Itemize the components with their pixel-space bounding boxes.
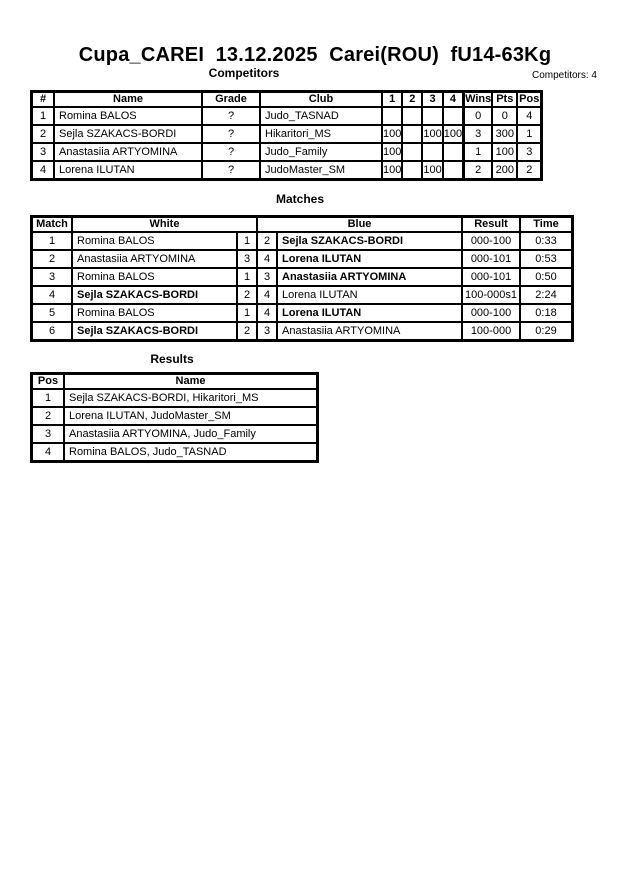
match-time: 0:50	[520, 268, 572, 286]
final-result-row	[32, 425, 317, 443]
col-header-result: Result	[462, 217, 520, 232]
results-section-title: Results	[150, 352, 194, 366]
score-vs-1	[382, 107, 402, 125]
competitor-pts: 100	[492, 143, 517, 161]
match-time: 0:33	[520, 232, 572, 250]
competitor-wins: 1	[463, 143, 492, 161]
match-result: 000-100	[462, 232, 520, 250]
score-vs-2	[402, 161, 422, 179]
match-row	[32, 250, 572, 268]
score-vs-4: 100	[443, 125, 463, 143]
competitor-pts: 300	[492, 125, 517, 143]
matches-section-title: Matches	[275, 192, 325, 206]
match-number: 5	[32, 304, 72, 322]
blue-competitor-number: 2	[257, 232, 277, 250]
competitors-table-body	[32, 107, 541, 179]
col-header-opp4: 4	[443, 92, 463, 107]
col-header-wins: Wins	[465, 93, 492, 106]
white-competitor-number: 3	[237, 250, 257, 268]
blue-competitor-number: 4	[257, 286, 277, 304]
col-header-club: Club	[260, 92, 382, 107]
competitor-wins: 0	[463, 107, 492, 125]
competitor-grade: ?	[202, 107, 260, 125]
col-header-number: #	[32, 92, 54, 107]
competitor-row	[32, 107, 541, 125]
match-time: 2:24	[520, 286, 572, 304]
matches-table-body	[32, 232, 572, 340]
page-title: Cupa_CAREI 13.12.2025 Carei(ROU) fU14-63Kg	[78, 44, 552, 66]
white-competitor-name: Romina BALOS	[72, 232, 237, 250]
competitor-number: 1	[32, 107, 54, 125]
score-vs-3	[422, 107, 442, 125]
competitor-grade: ?	[202, 161, 260, 179]
competitor-row	[32, 161, 541, 179]
blue-competitor-name: Anastasiia ARTYOMINA	[277, 322, 462, 340]
competitor-number: 4	[32, 161, 54, 179]
final-competitor-name: Romina BALOS, Judo_TASNAD	[64, 443, 317, 461]
competitor-row	[32, 125, 541, 143]
competitors-count: Competitors: 4	[531, 70, 597, 81]
match-number: 6	[32, 322, 72, 340]
white-competitor-name: Romina BALOS	[72, 304, 237, 322]
competitor-club: Judo_TASNAD	[260, 107, 382, 125]
competitor-pos: 3	[517, 143, 541, 161]
competitor-pts: 200	[492, 161, 517, 179]
competitor-pos: 4	[517, 107, 541, 125]
final-competitor-name: Sejla SZAKACS-BORDI, Hikaritori_MS	[64, 389, 317, 407]
final-competitor-name: Lorena ILUTAN, JudoMaster_SM	[64, 407, 317, 425]
blue-competitor-number: 4	[257, 250, 277, 268]
final-result-row	[32, 389, 317, 407]
final-position: 2	[32, 407, 64, 425]
competitor-pos: 2	[517, 161, 541, 179]
col-header-pos: Pos	[519, 93, 540, 106]
match-result: 100-000s1	[462, 286, 520, 304]
white-competitor-name: Sejla SZAKACS-BORDI	[72, 322, 237, 340]
competitor-club: Hikaritori_MS	[260, 125, 382, 143]
competitor-name: Lorena ILUTAN	[54, 161, 202, 179]
score-vs-1: 100	[382, 161, 402, 179]
col-header-opp1: 1	[382, 92, 402, 107]
competitor-club: Judo_Family	[260, 143, 382, 161]
competitor-name: Sejla SZAKACS-BORDI	[54, 125, 202, 143]
white-competitor-number: 1	[237, 268, 257, 286]
white-competitor-name: Sejla SZAKACS-BORDI	[72, 286, 237, 304]
col-header-time: Time	[520, 217, 572, 232]
match-time: 0:18	[520, 304, 572, 322]
score-vs-2	[402, 125, 422, 143]
match-number: 3	[32, 268, 72, 286]
results-table-body	[32, 389, 317, 461]
blue-competitor-number: 3	[257, 322, 277, 340]
match-row	[32, 286, 572, 304]
col-header-result-name: Name	[64, 374, 317, 389]
matches-table	[30, 215, 574, 342]
score-vs-4	[443, 161, 463, 179]
competitor-grade: ?	[202, 125, 260, 143]
blue-competitor-number: 3	[257, 268, 277, 286]
blue-competitor-number: 4	[257, 304, 277, 322]
col-header-blue: Blue	[257, 217, 462, 232]
score-vs-3: 100	[422, 161, 442, 179]
score-vs-2	[402, 143, 422, 161]
col-header-opp3: 3	[422, 92, 442, 107]
blue-competitor-name: Lorena ILUTAN	[277, 304, 462, 322]
final-result-row	[32, 443, 317, 461]
competitor-name: Anastasiia ARTYOMINA	[54, 143, 202, 161]
competitor-row	[32, 143, 541, 161]
matches-header-row	[32, 217, 572, 232]
col-header-name: Name	[54, 92, 202, 107]
competitor-number: 2	[32, 125, 54, 143]
competitors-section-title: Competitors	[208, 66, 280, 80]
competitor-pos: 1	[517, 125, 541, 143]
match-row	[32, 322, 572, 340]
match-row	[32, 232, 572, 250]
score-vs-3: 100	[422, 125, 442, 143]
competitor-wins: 2	[463, 161, 492, 179]
white-competitor-number: 1	[237, 232, 257, 250]
match-number: 2	[32, 250, 72, 268]
score-vs-1: 100	[382, 125, 402, 143]
blue-competitor-name: Sejla SZAKACS-BORDI	[277, 232, 462, 250]
score-vs-4	[443, 107, 463, 125]
col-header-match: Match	[32, 217, 72, 232]
final-competitor-name: Anastasiia ARTYOMINA, Judo_Family	[64, 425, 317, 443]
match-result: 000-100	[462, 304, 520, 322]
blue-competitor-name: Anastasiia ARTYOMINA	[277, 268, 462, 286]
match-result: 000-101	[462, 268, 520, 286]
results-header-row	[32, 374, 317, 389]
match-result: 000-101	[462, 250, 520, 268]
competitor-pts: 0	[492, 107, 517, 125]
competitor-number: 3	[32, 143, 54, 161]
competitor-club: JudoMaster_SM	[260, 161, 382, 179]
competitors-table	[30, 90, 543, 181]
white-competitor-number: 2	[237, 322, 257, 340]
match-time: 0:53	[520, 250, 572, 268]
col-header-white: White	[72, 217, 257, 232]
competitor-name: Romina BALOS	[54, 107, 202, 125]
blue-competitor-name: Lorena ILUTAN	[277, 286, 462, 304]
competitor-wins: 3	[463, 125, 492, 143]
score-vs-2	[402, 107, 422, 125]
final-result-row	[32, 407, 317, 425]
col-header-grade: Grade	[202, 92, 260, 107]
match-time: 0:29	[520, 322, 572, 340]
col-header-result-pos: Pos	[32, 374, 64, 389]
col-header-opp2: 2	[402, 92, 422, 107]
final-position: 3	[32, 425, 64, 443]
competitors-header-row	[32, 92, 541, 107]
white-competitor-name: Anastasiia ARTYOMINA	[72, 250, 237, 268]
match-row	[32, 304, 572, 322]
white-competitor-number: 2	[237, 286, 257, 304]
results-table	[30, 372, 319, 463]
competitor-grade: ?	[202, 143, 260, 161]
match-number: 4	[32, 286, 72, 304]
final-position: 4	[32, 443, 64, 461]
match-row	[32, 268, 572, 286]
score-vs-1: 100	[382, 143, 402, 161]
match-result: 100-000	[462, 322, 520, 340]
blue-competitor-name: Lorena ILUTAN	[277, 250, 462, 268]
score-vs-3	[422, 143, 442, 161]
col-header-pts: Pts	[492, 92, 517, 107]
white-competitor-number: 1	[237, 304, 257, 322]
match-number: 1	[32, 232, 72, 250]
white-competitor-name: Romina BALOS	[72, 268, 237, 286]
score-vs-4	[443, 143, 463, 161]
final-position: 1	[32, 389, 64, 407]
